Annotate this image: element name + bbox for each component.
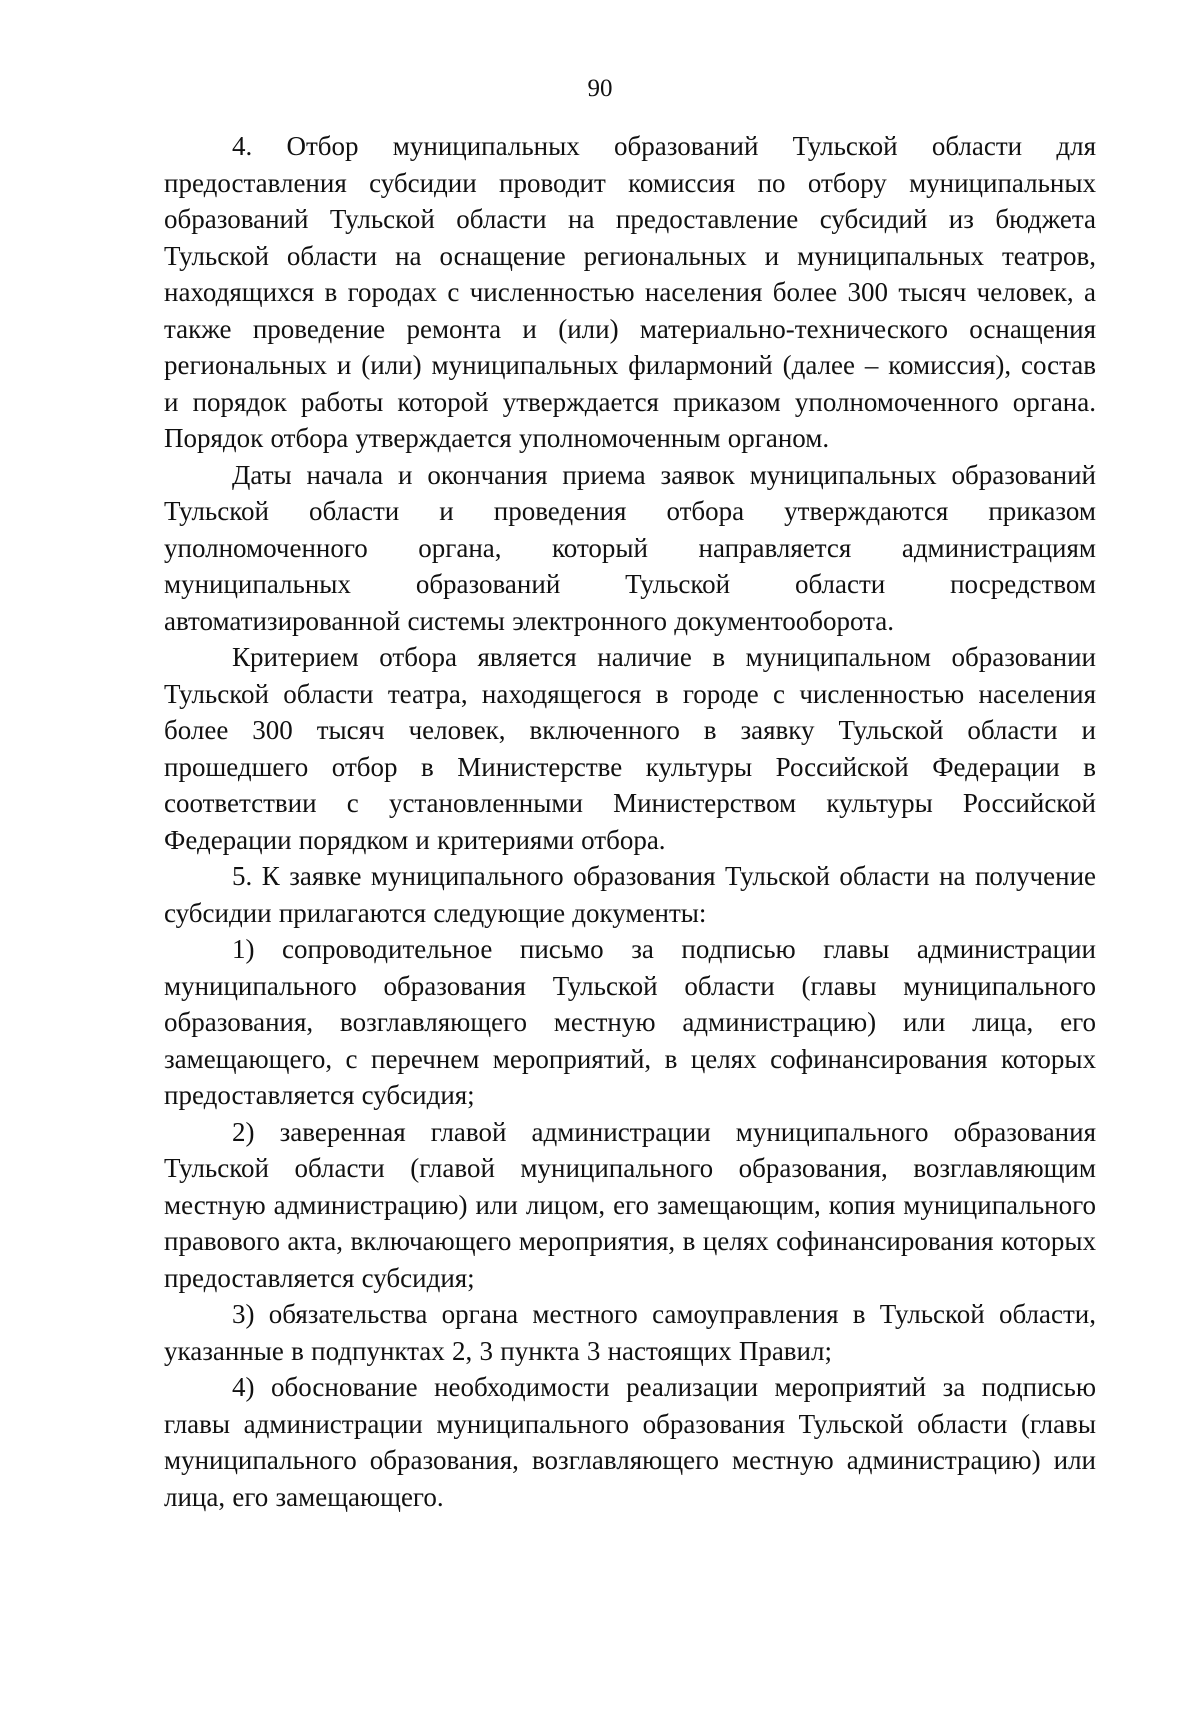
paragraph-selection-criterion: Критерием отбора является наличие в муниципальном образовании Тульской области театра, находящегося в городе с численностью населения более 300 тысяч человек, включенного в заявку Тульской области и прошедшего отбор в Министерстве культуры Российской Федерации в соответствии с установленными Министерством культуры Российской Федерации порядком и критериями отбора. [164, 642, 1096, 855]
paragraph-item-2: 2) заверенная главой администрации муниципального образования Тульской области (главой муниципального образования, возглавляющим местную администрацию) или лицом, его замещающим, копия муниципального правового акта, включающего мероприятия, в целях софинансирования которых предоставляется субсидия; [164, 1116, 1096, 1293]
paragraph-item-1: 1) сопроводительное письмо за подписью главы администрации муниципального образования Тульской области (главы муниципального образования, возглавляющего местную администрацию) или лица, его замещающего, с перечнем мероприятий, в целях софинансирования которых предоставляется субсидия; [164, 934, 1096, 1110]
paragraph-clause-4: 4. Отбор муниципальных образований Тульской области для предоставления субсидии проводит комиссия по отбору муниципальных образований Тульской области на предоставление субсидий из бюджета Тульской области на оснащение региональных и муниципальных театров, находящихся в городах с численностью населения более 300 тысяч человек, а также проведение ремонта и (или) материально-технического оснащения региональных и (или) муниципальных филармоний (далее – комиссия), состав и порядок работы которой утверждается приказом уполномоченного органа. Порядок отбора утверждается уполномоченным органом. [164, 131, 1096, 453]
paragraph-item-4: 4) обоснование необходимости реализации мероприятий за подписью главы администрации муниципального образования Тульской области (главы муниципального образования, возглавляющего местную администрацию) или лица, его замещающего. [164, 1372, 1096, 1512]
document-body [164, 128, 1096, 1515]
paragraph-clause-5: 5. К заявке муниципального образования Тульской области на получение субсидии прилагаются следующие документы: [164, 861, 1096, 928]
paragraph-item-3: 3) обязательства органа местного самоуправления в Тульской области, указанные в подпунктах 2, 3 пункта 3 настоящих Правил; [164, 1299, 1096, 1366]
paragraph-application-dates: Даты начала и окончания приема заявок муниципальных образований Тульской области и проведения отбора утверждаются приказом уполномоченного органа, который направляется администрациям муниципальных образований Тульской области посредством автоматизированной системы электронного документооборота. [164, 459, 1096, 636]
page-number: 90 [587, 75, 613, 102]
